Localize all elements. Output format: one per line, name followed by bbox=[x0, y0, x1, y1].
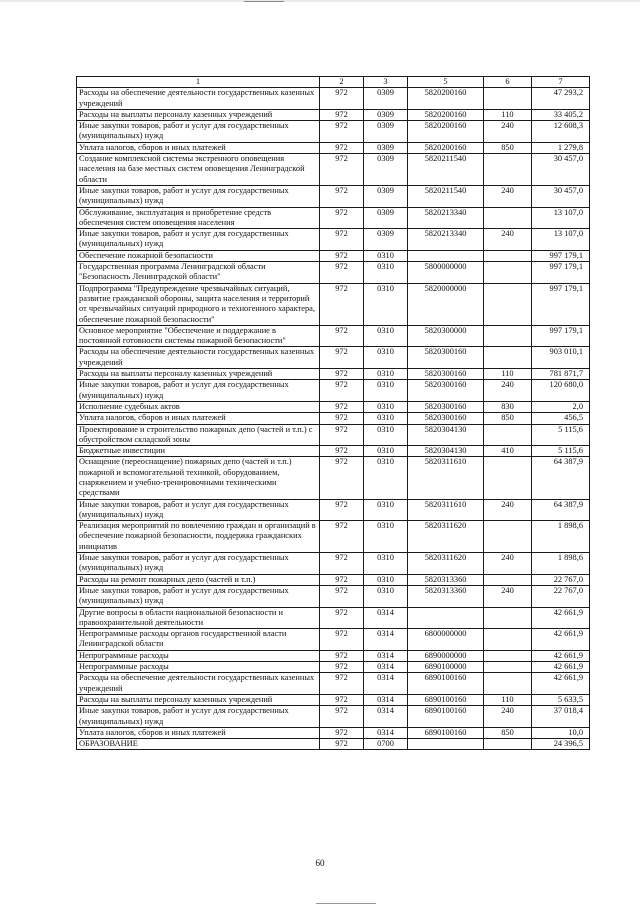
row-target-code-cell: 5820304130 bbox=[408, 446, 484, 457]
row-name-cell: Расходы на обеспечение деятельности государственных казенных учреждений bbox=[77, 673, 320, 695]
row-name-cell: Иные закупки товаров, работ и услуг для государственных (муниципальных) нужд bbox=[77, 585, 320, 607]
row-expense-type-cell: 110 bbox=[484, 694, 532, 705]
table-row bbox=[77, 585, 590, 607]
table-row bbox=[77, 650, 590, 661]
row-section-cell: 0309 bbox=[364, 207, 408, 229]
table-row bbox=[77, 121, 590, 143]
row-amount-cell: 5 633,5 bbox=[532, 694, 590, 705]
row-expense-type-cell: 240 bbox=[484, 585, 532, 607]
table-row bbox=[77, 88, 590, 110]
row-name-cell: Расходы на выплаты персоналу казенных учреждений bbox=[77, 369, 320, 380]
row-target-code-cell: 6890100160 bbox=[408, 727, 484, 738]
row-gov-code-cell: 972 bbox=[320, 109, 364, 120]
row-expense-type-cell bbox=[484, 154, 532, 186]
row-gov-code-cell: 972 bbox=[320, 262, 364, 284]
row-section-cell: 0700 bbox=[364, 739, 408, 750]
row-gov-code-cell: 972 bbox=[320, 629, 364, 651]
row-target-code-cell: 5820213340 bbox=[408, 207, 484, 229]
row-target-code-cell: 5820200160 bbox=[408, 121, 484, 143]
table-row bbox=[77, 499, 590, 521]
row-gov-code-cell: 972 bbox=[320, 650, 364, 661]
row-section-cell: 0310 bbox=[364, 553, 408, 575]
row-name-cell: Иные закупки товаров, работ и услуг для государственных (муниципальных) нужд bbox=[77, 380, 320, 402]
row-gov-code-cell: 972 bbox=[320, 673, 364, 695]
row-expense-type-cell: 240 bbox=[484, 499, 532, 521]
row-gov-code-cell: 972 bbox=[320, 229, 364, 251]
row-target-code-cell: 5820304130 bbox=[408, 424, 484, 446]
row-target-code-cell bbox=[408, 607, 484, 629]
row-amount-cell: 997 179,1 bbox=[532, 283, 590, 325]
row-gov-code-cell: 972 bbox=[320, 347, 364, 369]
row-name-cell: Иные закупки товаров, работ и услуг для государственных (муниципальных) нужд bbox=[77, 121, 320, 143]
row-target-code-cell: 6890000000 bbox=[408, 650, 484, 661]
row-amount-cell: 5 115,6 bbox=[532, 446, 590, 457]
budget-table-container bbox=[76, 76, 589, 750]
header-cell: 2 bbox=[320, 77, 364, 88]
row-name-cell: Обеспечение пожарной безопасности bbox=[77, 250, 320, 261]
row-section-cell: 0310 bbox=[364, 369, 408, 380]
row-section-cell: 0309 bbox=[364, 142, 408, 153]
row-expense-type-cell: 850 bbox=[484, 413, 532, 424]
row-amount-cell: 42 661,9 bbox=[532, 673, 590, 695]
row-expense-type-cell bbox=[484, 207, 532, 229]
row-gov-code-cell: 972 bbox=[320, 369, 364, 380]
row-section-cell: 0310 bbox=[364, 347, 408, 369]
row-gov-code-cell: 972 bbox=[320, 499, 364, 521]
table-row bbox=[77, 325, 590, 347]
header-cell: 1 bbox=[77, 77, 320, 88]
row-gov-code-cell: 972 bbox=[320, 121, 364, 143]
row-gov-code-cell: 972 bbox=[320, 413, 364, 424]
row-section-cell: 0309 bbox=[364, 185, 408, 207]
row-amount-cell: 22 767,0 bbox=[532, 585, 590, 607]
row-gov-code-cell: 972 bbox=[320, 585, 364, 607]
header-cell: 6 bbox=[484, 77, 532, 88]
row-section-cell: 0314 bbox=[364, 650, 408, 661]
row-name-cell: Расходы на обеспечение деятельности государственных казенных учреждений bbox=[77, 88, 320, 110]
row-expense-type-cell: 240 bbox=[484, 229, 532, 251]
row-target-code-cell: 5820313360 bbox=[408, 574, 484, 585]
row-target-code-cell: 6890100160 bbox=[408, 706, 484, 728]
row-amount-cell: 30 457,0 bbox=[532, 154, 590, 186]
row-section-cell: 0310 bbox=[364, 574, 408, 585]
row-gov-code-cell: 972 bbox=[320, 88, 364, 110]
row-name-cell: Непрограммные расходы bbox=[77, 662, 320, 673]
row-name-cell: Расходы на обеспечение деятельности государственных казенных учреждений bbox=[77, 347, 320, 369]
row-expense-type-cell bbox=[484, 88, 532, 110]
row-expense-type-cell bbox=[484, 739, 532, 750]
row-gov-code-cell: 972 bbox=[320, 706, 364, 728]
table-row bbox=[77, 457, 590, 499]
row-expense-type-cell: 830 bbox=[484, 401, 532, 412]
row-amount-cell: 12 608,3 bbox=[532, 121, 590, 143]
row-target-code-cell: 5820000000 bbox=[408, 283, 484, 325]
row-gov-code-cell: 972 bbox=[320, 250, 364, 261]
row-section-cell: 0310 bbox=[364, 283, 408, 325]
row-target-code-cell: 5820300000 bbox=[408, 325, 484, 347]
row-target-code-cell: 5820211540 bbox=[408, 154, 484, 186]
row-target-code-cell: 5820200160 bbox=[408, 109, 484, 120]
row-gov-code-cell: 972 bbox=[320, 457, 364, 499]
table-row bbox=[77, 142, 590, 153]
row-name-cell: Подпрограмма "Предупреждение чрезвычайных ситуаций, развитие гражданской обороны, защита населения и территорий от чрезвычайных ситуаций природного и техногенного характера, обеспечение пожарной безопасности" bbox=[77, 283, 320, 325]
row-amount-cell: 2,0 bbox=[532, 401, 590, 412]
budget-table bbox=[76, 76, 590, 750]
row-expense-type-cell: 850 bbox=[484, 142, 532, 153]
table-row bbox=[77, 250, 590, 261]
row-name-cell: Создание комплексной системы экстренного оповещения населения на базе местных систем оповещения Ленинградской области bbox=[77, 154, 320, 186]
row-section-cell: 0314 bbox=[364, 694, 408, 705]
row-name-cell: Расходы на выплаты персоналу казенных учреждений bbox=[77, 109, 320, 120]
row-expense-type-cell bbox=[484, 574, 532, 585]
row-expense-type-cell: 410 bbox=[484, 446, 532, 457]
row-gov-code-cell: 972 bbox=[320, 553, 364, 575]
row-target-code-cell: 5820311610 bbox=[408, 499, 484, 521]
row-amount-cell: 1 898,6 bbox=[532, 553, 590, 575]
row-gov-code-cell: 972 bbox=[320, 446, 364, 457]
budget-table-body bbox=[77, 77, 590, 750]
row-name-cell: Расходы на выплаты персоналу казенных учреждений bbox=[77, 694, 320, 705]
table-row bbox=[77, 662, 590, 673]
row-expense-type-cell bbox=[484, 673, 532, 695]
row-gov-code-cell: 972 bbox=[320, 739, 364, 750]
row-name-cell: Проектирование и строительство пожарных депо (частей и т.п.) с обустройством складской зоны bbox=[77, 424, 320, 446]
row-expense-type-cell bbox=[484, 325, 532, 347]
table-row bbox=[77, 154, 590, 186]
row-gov-code-cell: 972 bbox=[320, 185, 364, 207]
row-name-cell: Оснащение (переоснащение) пожарных депо (частей и т.п.) пожарной и вспомогательной техникой, оборудованием, снаряжением и учебно-тренировочными техническими средствами bbox=[77, 457, 320, 499]
row-section-cell: 0310 bbox=[364, 521, 408, 553]
row-section-cell: 0310 bbox=[364, 380, 408, 402]
row-gov-code-cell: 972 bbox=[320, 154, 364, 186]
row-section-cell: 0310 bbox=[364, 413, 408, 424]
header-cell: 5 bbox=[408, 77, 484, 88]
scan-mark bbox=[316, 903, 376, 904]
table-row bbox=[77, 413, 590, 424]
row-amount-cell: 1 279,8 bbox=[532, 142, 590, 153]
row-amount-cell: 10,0 bbox=[532, 727, 590, 738]
row-amount-cell: 456,5 bbox=[532, 413, 590, 424]
table-row bbox=[77, 673, 590, 695]
row-expense-type-cell: 240 bbox=[484, 380, 532, 402]
row-target-code-cell: 5820213340 bbox=[408, 229, 484, 251]
row-amount-cell: 24 396,5 bbox=[532, 739, 590, 750]
row-target-code-cell: 5820200160 bbox=[408, 142, 484, 153]
table-row bbox=[77, 521, 590, 553]
row-target-code-cell: 5820300160 bbox=[408, 369, 484, 380]
row-expense-type-cell: 240 bbox=[484, 706, 532, 728]
page-number: 60 bbox=[315, 858, 325, 868]
scan-mark bbox=[244, 1, 284, 2]
table-row bbox=[77, 229, 590, 251]
row-section-cell: 0314 bbox=[364, 607, 408, 629]
row-expense-type-cell bbox=[484, 607, 532, 629]
row-name-cell: Иные закупки товаров, работ и услуг для государственных (муниципальных) нужд bbox=[77, 499, 320, 521]
table-row bbox=[77, 185, 590, 207]
table-row bbox=[77, 424, 590, 446]
row-expense-type-cell: 850 bbox=[484, 727, 532, 738]
row-expense-type-cell bbox=[484, 283, 532, 325]
row-expense-type-cell bbox=[484, 262, 532, 284]
row-expense-type-cell bbox=[484, 521, 532, 553]
row-name-cell: Реализация мероприятий по вовлечению граждан и организаций в обеспечение пожарной безопасности, поддержка гражданских инициатив bbox=[77, 521, 320, 553]
table-row bbox=[77, 347, 590, 369]
table-row bbox=[77, 283, 590, 325]
table-row bbox=[77, 607, 590, 629]
row-name-cell: ОБРАЗОВАНИЕ bbox=[77, 739, 320, 750]
row-section-cell: 0309 bbox=[364, 154, 408, 186]
row-section-cell: 0309 bbox=[364, 88, 408, 110]
row-section-cell: 0310 bbox=[364, 499, 408, 521]
row-section-cell: 0310 bbox=[364, 457, 408, 499]
row-expense-type-cell bbox=[484, 650, 532, 661]
row-target-code-cell: 6890100160 bbox=[408, 694, 484, 705]
row-amount-cell: 30 457,0 bbox=[532, 185, 590, 207]
row-name-cell: Иные закупки товаров, работ и услуг для государственных (муниципальных) нужд bbox=[77, 706, 320, 728]
row-amount-cell: 37 018,4 bbox=[532, 706, 590, 728]
row-amount-cell: 997 179,1 bbox=[532, 262, 590, 284]
row-amount-cell: 120 680,0 bbox=[532, 380, 590, 402]
table-row bbox=[77, 727, 590, 738]
row-section-cell: 0310 bbox=[364, 446, 408, 457]
row-target-code-cell: 6800000000 bbox=[408, 629, 484, 651]
row-name-cell: Непрограммные расходы органов государственной власти Ленинградской области bbox=[77, 629, 320, 651]
row-gov-code-cell: 972 bbox=[320, 207, 364, 229]
row-amount-cell: 42 661,9 bbox=[532, 629, 590, 651]
row-gov-code-cell: 972 bbox=[320, 424, 364, 446]
table-row bbox=[77, 629, 590, 651]
row-gov-code-cell: 972 bbox=[320, 607, 364, 629]
row-section-cell: 0310 bbox=[364, 325, 408, 347]
table-row bbox=[77, 207, 590, 229]
row-section-cell: 0309 bbox=[364, 229, 408, 251]
row-section-cell: 0310 bbox=[364, 250, 408, 261]
row-expense-type-cell: 240 bbox=[484, 185, 532, 207]
row-section-cell: 0314 bbox=[364, 662, 408, 673]
row-amount-cell: 781 871,7 bbox=[532, 369, 590, 380]
row-expense-type-cell: 240 bbox=[484, 121, 532, 143]
table-row bbox=[77, 574, 590, 585]
row-section-cell: 0310 bbox=[364, 262, 408, 284]
table-row bbox=[77, 739, 590, 750]
row-section-cell: 0314 bbox=[364, 727, 408, 738]
row-amount-cell: 13 107,0 bbox=[532, 207, 590, 229]
row-name-cell: Непрограммные расходы bbox=[77, 650, 320, 661]
row-section-cell: 0314 bbox=[364, 706, 408, 728]
row-name-cell: Иные закупки товаров, работ и услуг для государственных (муниципальных) нужд bbox=[77, 229, 320, 251]
row-target-code-cell: 5820311610 bbox=[408, 457, 484, 499]
row-amount-cell: 33 405,2 bbox=[532, 109, 590, 120]
table-row bbox=[77, 401, 590, 412]
row-section-cell: 0314 bbox=[364, 629, 408, 651]
row-amount-cell: 997 179,1 bbox=[532, 250, 590, 261]
row-gov-code-cell: 972 bbox=[320, 662, 364, 673]
row-name-cell: Бюджетные инвестиции bbox=[77, 446, 320, 457]
row-target-code-cell: 6890100000 bbox=[408, 662, 484, 673]
table-row bbox=[77, 706, 590, 728]
row-name-cell: Другие вопросы в области национальной безопасности и правоохранительной деятельности bbox=[77, 607, 320, 629]
row-name-cell: Иные закупки товаров, работ и услуг для государственных (муниципальных) нужд bbox=[77, 185, 320, 207]
row-expense-type-cell: 240 bbox=[484, 553, 532, 575]
row-amount-cell: 64 387,9 bbox=[532, 499, 590, 521]
row-amount-cell: 47 293,2 bbox=[532, 88, 590, 110]
row-gov-code-cell: 972 bbox=[320, 574, 364, 585]
row-target-code-cell bbox=[408, 739, 484, 750]
row-section-cell: 0314 bbox=[364, 673, 408, 695]
row-target-code-cell: 5800000000 bbox=[408, 262, 484, 284]
row-name-cell: Уплата налогов, сборов и иных платежей bbox=[77, 142, 320, 153]
row-gov-code-cell: 972 bbox=[320, 521, 364, 553]
row-target-code-cell: 5820300160 bbox=[408, 401, 484, 412]
table-row bbox=[77, 109, 590, 120]
scan-top-edge bbox=[0, 0, 640, 2]
row-target-code-cell: 5820300160 bbox=[408, 347, 484, 369]
row-name-cell: Основное мероприятие "Обеспечение и поддержание в постоянной готовности системы пожарной безопасности" bbox=[77, 325, 320, 347]
row-name-cell: Государственная программа Ленинградской области "Безопасность Ленинградской области" bbox=[77, 262, 320, 284]
row-gov-code-cell: 972 bbox=[320, 380, 364, 402]
table-row bbox=[77, 694, 590, 705]
row-amount-cell: 903 010,1 bbox=[532, 347, 590, 369]
table-row bbox=[77, 553, 590, 575]
row-gov-code-cell: 972 bbox=[320, 142, 364, 153]
row-target-code-cell: 6890100160 bbox=[408, 673, 484, 695]
row-gov-code-cell: 972 bbox=[320, 727, 364, 738]
row-section-cell: 0310 bbox=[364, 401, 408, 412]
row-expense-type-cell: 110 bbox=[484, 369, 532, 380]
table-row bbox=[77, 380, 590, 402]
row-amount-cell: 42 661,9 bbox=[532, 650, 590, 661]
row-target-code-cell: 5820211540 bbox=[408, 185, 484, 207]
row-gov-code-cell: 972 bbox=[320, 694, 364, 705]
row-expense-type-cell bbox=[484, 457, 532, 499]
row-section-cell: 0309 bbox=[364, 121, 408, 143]
row-target-code-cell: 5820300160 bbox=[408, 380, 484, 402]
row-expense-type-cell: 110 bbox=[484, 109, 532, 120]
row-amount-cell: 13 107,0 bbox=[532, 229, 590, 251]
row-section-cell: 0310 bbox=[364, 585, 408, 607]
row-name-cell: Иные закупки товаров, работ и услуг для государственных (муниципальных) нужд bbox=[77, 553, 320, 575]
row-amount-cell: 997 179,1 bbox=[532, 325, 590, 347]
row-name-cell: Расходы на ремонт пожарных депо (частей и т.п.) bbox=[77, 574, 320, 585]
row-target-code-cell: 5820311620 bbox=[408, 521, 484, 553]
row-name-cell: Исполнение судебных актов bbox=[77, 401, 320, 412]
table-row bbox=[77, 262, 590, 284]
row-section-cell: 0310 bbox=[364, 424, 408, 446]
row-expense-type-cell bbox=[484, 662, 532, 673]
table-row bbox=[77, 446, 590, 457]
row-amount-cell: 42 661,9 bbox=[532, 662, 590, 673]
row-target-code-cell: 5820300160 bbox=[408, 413, 484, 424]
header-cell: 7 bbox=[532, 77, 590, 88]
row-section-cell: 0309 bbox=[364, 109, 408, 120]
row-gov-code-cell: 972 bbox=[320, 325, 364, 347]
row-amount-cell: 5 115,6 bbox=[532, 424, 590, 446]
row-gov-code-cell: 972 bbox=[320, 283, 364, 325]
row-name-cell: Уплата налогов, сборов и иных платежей bbox=[77, 413, 320, 424]
row-expense-type-cell bbox=[484, 250, 532, 261]
row-target-code-cell: 5820200160 bbox=[408, 88, 484, 110]
row-expense-type-cell bbox=[484, 629, 532, 651]
row-expense-type-cell bbox=[484, 424, 532, 446]
row-gov-code-cell: 972 bbox=[320, 401, 364, 412]
row-amount-cell: 64 387,9 bbox=[532, 457, 590, 499]
header-cell: 3 bbox=[364, 77, 408, 88]
table-row bbox=[77, 369, 590, 380]
row-target-code-cell: 5820311620 bbox=[408, 553, 484, 575]
row-amount-cell: 1 898,6 bbox=[532, 521, 590, 553]
table-header-row bbox=[77, 77, 590, 88]
row-amount-cell: 22 767,0 bbox=[532, 574, 590, 585]
row-target-code-cell: 5820313360 bbox=[408, 585, 484, 607]
row-name-cell: Обслуживание, эксплуатация и приобретение средств обеспечения систем оповещения населения bbox=[77, 207, 320, 229]
row-amount-cell: 42 661,9 bbox=[532, 607, 590, 629]
row-name-cell: Уплата налогов, сборов и иных платежей bbox=[77, 727, 320, 738]
row-expense-type-cell bbox=[484, 347, 532, 369]
row-target-code-cell bbox=[408, 250, 484, 261]
